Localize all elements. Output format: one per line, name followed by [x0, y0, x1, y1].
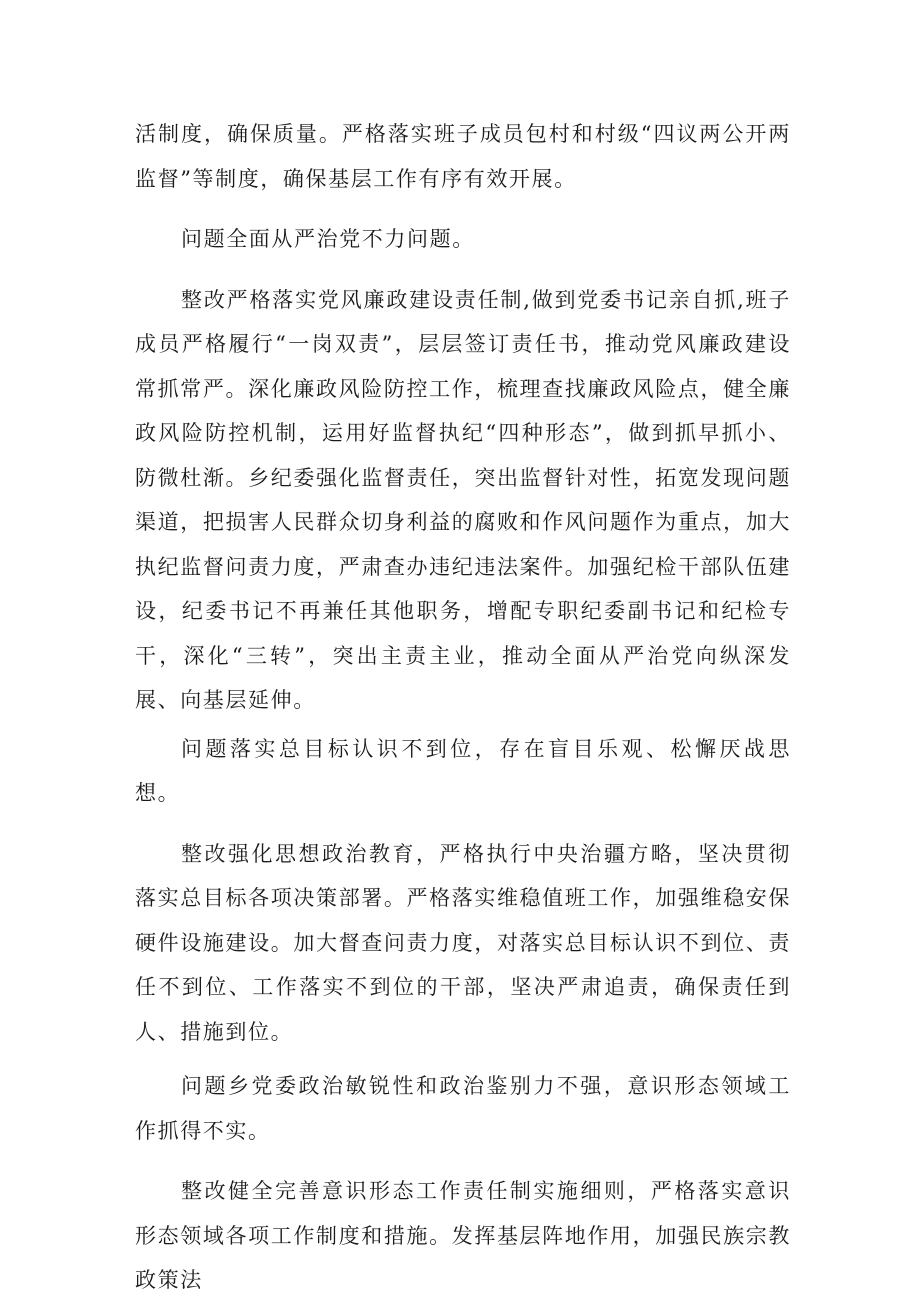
- paragraph-problem-2: 问题落实总目标认识不到位，存在盲目乐观、松懈厌战思想。: [135, 736, 791, 805]
- paragraph-problem-1: 问题全面从严治党不力问题。: [181, 227, 475, 251]
- paragraph-continuation: 活制度，确保质量。严格落实班子成员包村和村级“四议两公开两监督”等制度，确保基层工作有序有效开展。: [135, 122, 791, 191]
- document-body: [135, 112, 791, 1303]
- paragraph-rectification-2: 整改强化思想政治教育，严格执行中央治疆方略，坚决贯彻落实总目标各项决策部署。严格落实维稳值班工作，加强维稳安保硬件设施建设。加大督查问责力度，对落实总目标认识不到位、责任不到位、工作落实不到位的干部，坚决严肃追责，确保责任到人、措施到位。: [135, 841, 791, 1044]
- paragraph-rectification-1: 整改严格落实党风廉政建设责任制,做到党委书记亲自抓,班子成员严格履行“一岗双责”，层层签订责任书，推动党风廉政建设常抓常严。深化廉政风险防控工作，梳理查找廉政风险点，健全廉政风险防控机制，运用好监督执纪“四种形态”，做到抓早抓小、防微杜渐。乡纪委强化监督责任，突出监督针对性，拓宽发现问题渠道，把损害人民群众切身利益的腐败和作风问题作为重点，加大执纪监督问责力度，严肃查办违纪违法案件。加强纪检干部队伍建设，纪委书记不再兼任其他职务，增配专职纪委副书记和纪检专干，深化“三转”，突出主责主业，推动全面从严治党向纵深发展、向基层延伸。: [135, 287, 791, 712]
- paragraph-problem-3: 问题乡党委政治敏锐性和政治鉴别力不强，意识形态领域工作抓得不实。: [135, 1074, 791, 1143]
- paragraph-rectification-3: 整改健全完善意识形态工作责任制实施细则，严格落实意识形态领域各项工作制度和措施。发挥基层阵地作用，加强民族宗教政策法: [135, 1179, 791, 1292]
